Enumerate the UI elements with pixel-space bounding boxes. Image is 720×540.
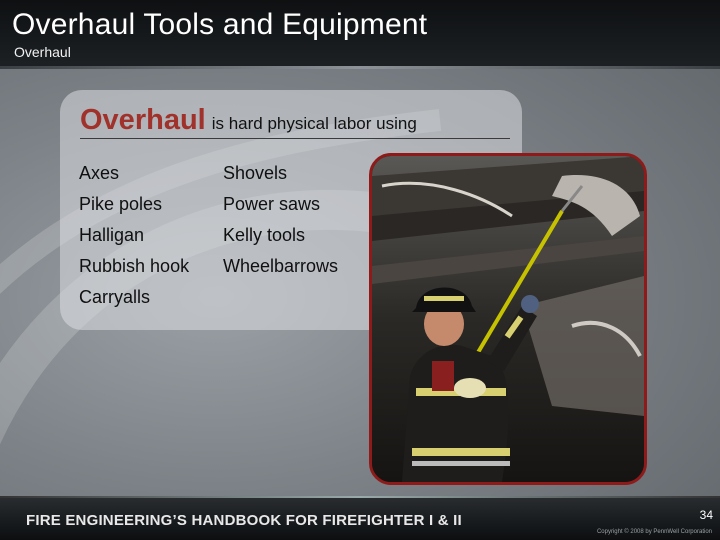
- page-number: 34: [699, 508, 713, 522]
- list-item: Axes: [79, 163, 120, 183]
- list-item: Power saws: [223, 194, 321, 214]
- copyright-notice: Copyright © 2008 by PennWell Corporation: [596, 529, 712, 535]
- firefighter-overhaul-image: [372, 156, 644, 482]
- list-item: Carryalls: [79, 287, 151, 307]
- slide-title: Overhaul Tools and Equipment: [12, 8, 428, 41]
- content-heading: [80, 104, 510, 139]
- header-divider: [0, 66, 720, 69]
- list-item: Halligan: [79, 225, 145, 245]
- firefighter-photo: [369, 153, 647, 485]
- heading-text: is hard physical labor using: [211, 114, 417, 133]
- list-item: Kelly tools: [223, 225, 306, 245]
- list-item: Pike poles: [79, 194, 163, 214]
- footer-book-title: FIRE ENGINEERING’S HANDBOOK FOR FIREFIGHTER I & II: [26, 512, 462, 529]
- list-item: Wheelbarrows: [223, 256, 339, 276]
- list-item: Shovels: [223, 163, 288, 183]
- heading-emphasis: Overhaul: [80, 104, 206, 136]
- slide-subtitle: Overhaul: [14, 44, 71, 60]
- tool-list-right: [223, 162, 338, 286]
- footer-divider: [0, 496, 720, 498]
- list-item: Rubbish hook: [79, 256, 190, 276]
- tool-list-left: [79, 162, 189, 317]
